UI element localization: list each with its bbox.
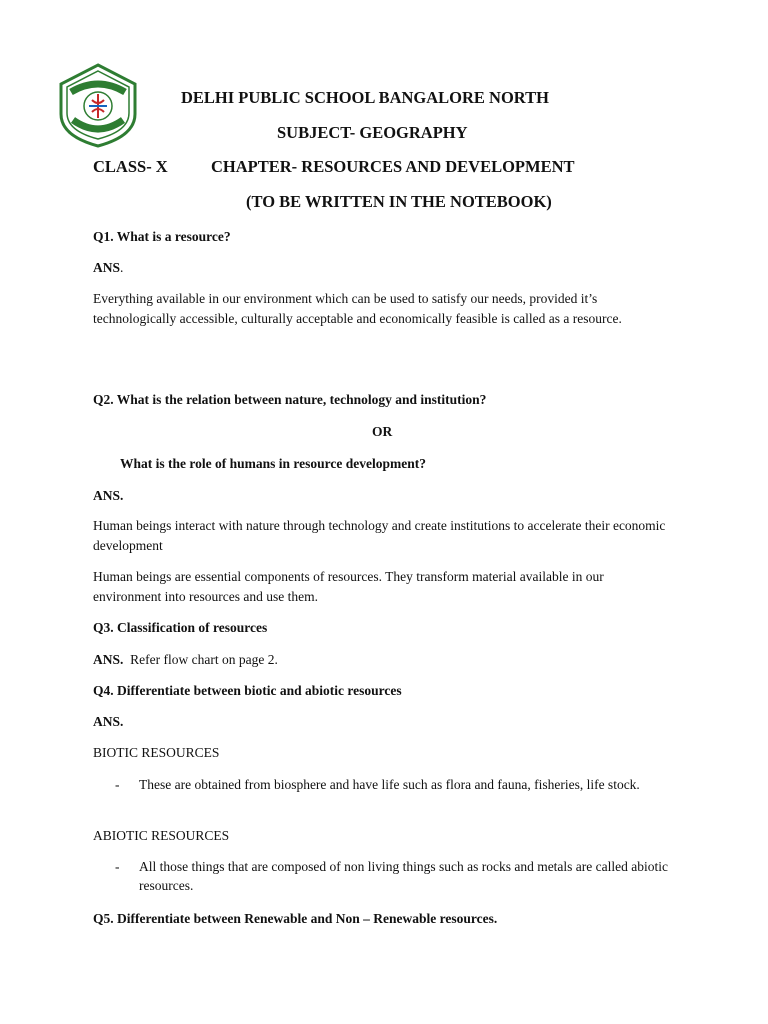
biotic-heading: BIOTIC RESOURCES	[93, 745, 220, 760]
notebook-note: (TO BE WRITTEN IN THE NOTEBOOK)	[246, 192, 552, 211]
q2-alt-question: What is the role of humans in resource development?	[120, 456, 426, 471]
chapter-title: CHAPTER- RESOURCES AND DEVELOPMENT	[211, 157, 575, 176]
q4-question: Q4. Differentiate between biotic and abiotic resources	[93, 683, 402, 698]
ans-suffix: .	[120, 260, 124, 275]
q1-ans-label	[93, 258, 123, 277]
class-label: CLASS- X	[93, 157, 168, 176]
q2-answer-1: Human beings interact with nature through technology and create institutions to accelerate their economic development	[93, 518, 666, 553]
school-logo	[55, 62, 141, 148]
q1-answer: Everything available in our environment which can be used to satisfy our needs, provided it’s technologically accessible, culturally acceptable and economically feasible is called as a resource.	[93, 291, 622, 326]
biotic-bullet-dash: -	[115, 777, 120, 792]
school-name: DELHI PUBLIC SCHOOL BANGALORE NORTH	[181, 88, 549, 107]
q2-ans-label: ANS.	[93, 488, 124, 503]
abiotic-bullet-dash: -	[115, 859, 120, 874]
q2-answer-2: Human beings are essential components of resources. They transform material available in our environment into resources and use them.	[93, 569, 604, 604]
q1-question: Q1. What is a resource?	[93, 229, 231, 244]
q4-ans-label: ANS.	[93, 714, 124, 729]
q3-question: Q3. Classification of resources	[93, 620, 268, 635]
q3-answer-line	[93, 650, 278, 669]
q5-question: Q5. Differentiate between Renewable and Non – Renewable resources.	[93, 911, 498, 926]
ans-label: ANS.	[93, 652, 124, 667]
q2-question: Q2. What is the relation between nature, technology and institution?	[93, 392, 487, 407]
subject-title: SUBJECT- GEOGRAPHY	[277, 123, 468, 142]
ans-label: ANS	[93, 260, 121, 275]
abiotic-heading: ABIOTIC RESOURCES	[93, 828, 230, 843]
school-crest-icon	[55, 62, 141, 148]
biotic-text: These are obtained from biosphere and have life such as flora and fauna, fisheries, life stock.	[139, 777, 640, 792]
abiotic-text: All those things that are composed of non living things such as rocks and metals are called abiotic resources.	[139, 859, 668, 893]
q3-answer: Refer flow chart on page 2.	[130, 652, 278, 667]
or-separator: OR	[372, 424, 393, 439]
